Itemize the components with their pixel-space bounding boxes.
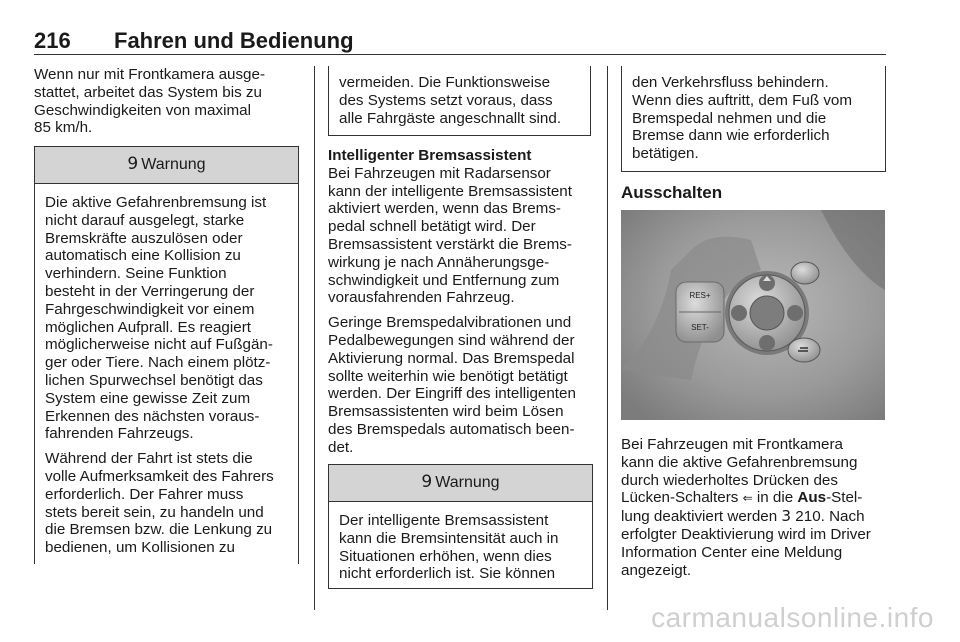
text-line: des Bremspedals automatisch been-	[328, 420, 575, 438]
warning-icon: 9	[421, 472, 433, 493]
text-line: stets bereit sein, zu handeln und	[45, 503, 264, 521]
text-line: erforderlich. Der Fahrer muss	[45, 485, 244, 503]
text-line: Geringe Bremspedalvibrationen und	[328, 314, 572, 332]
text-line: sollte weiterhin wie benötigt betätigt	[328, 367, 568, 385]
warning-icon: 9	[127, 154, 139, 175]
text-line: System eine gewisse Zeit zum	[45, 389, 251, 407]
text-line: automatisch eine Kollision zu	[45, 247, 241, 265]
warning-paragraph-1	[45, 194, 288, 443]
warning-box-1	[34, 146, 299, 564]
text-line: det.	[328, 438, 354, 456]
column-3-text	[621, 436, 887, 579]
text-line: besteht in der Verringerung der	[45, 282, 255, 300]
text-line: Wenn nur mit Frontkamera ausge-	[34, 66, 266, 83]
text-line: erfolgter Deaktivierung wird im Driver	[621, 525, 871, 543]
text-segment: Lücken-Schalters	[621, 489, 743, 507]
text-line: aktiviert werden, wenn das Brems-	[328, 200, 561, 218]
text-line: alle Fahrgäste angeschnallt sind.	[339, 109, 562, 127]
text-line: bedienen, um Kollisionen zu	[45, 539, 235, 557]
text-line: Bremspedal nehmen und die	[632, 109, 827, 127]
text-line: Während der Fahrt ist stets die	[45, 450, 253, 468]
section-heading-brake-assist: Intelligenter Bremsassistent	[328, 147, 532, 164]
warning-header	[329, 464, 592, 502]
res-set-rocker	[676, 282, 724, 342]
text-segment: -Stel-	[826, 489, 863, 507]
text-line: fahrenden Fahrzeugs.	[45, 425, 194, 443]
page-title: Fahren und Bedienung	[114, 28, 354, 53]
intro-paragraph	[34, 66, 296, 137]
text-line: des Systems setzt voraus, dass	[339, 91, 553, 109]
paragraph-ausschalten	[621, 436, 887, 579]
warning-continuation-box	[328, 66, 591, 136]
res-label: RES+	[689, 291, 711, 300]
text-line: nicht darauf ausgelegt, starke	[45, 211, 245, 229]
steering-wheel-controls-image	[621, 210, 885, 420]
column-1-intro	[34, 66, 296, 137]
warning-body	[35, 184, 298, 565]
text-line: Pedalbewegungen sind während der	[328, 331, 575, 349]
text-line: betätigen.	[632, 145, 699, 163]
text-line: ger oder Tiere. Nach einem plötz-	[45, 354, 271, 372]
column-divider	[314, 66, 315, 610]
text-line: kann die Bremsintensität auch in	[339, 529, 559, 547]
warning-header	[35, 146, 298, 184]
text-line: Bei Fahrzeugen mit Radarsensor	[328, 164, 551, 182]
text-line: kann die aktive Gefahrenbremsung	[621, 453, 858, 471]
warning-body	[329, 502, 592, 591]
page-reference-icon: 3	[781, 507, 792, 526]
warning-title: Warnung	[141, 156, 206, 174]
text-line: Fahrgeschwindigkeit vor einem	[45, 300, 255, 318]
paragraph-brake-assist-1	[328, 165, 590, 307]
text-line: Bremse dann wie erforderlich	[632, 127, 830, 145]
column-divider	[607, 66, 608, 610]
column-2-text	[328, 147, 590, 457]
text-line: nicht erforderlich ist. Sie können	[339, 565, 556, 583]
text-line: stattet, arbeitet das System bis zu	[34, 83, 262, 101]
text-line: Der intelligente Bremsassistent	[339, 512, 549, 529]
page-reference-link[interactable]: 210. Nach	[791, 508, 865, 526]
text-line: kann der intelligente Bremsassistent	[328, 182, 572, 200]
page-header	[34, 28, 886, 55]
text-line: möglichen Aufprall. Es reagiert	[45, 318, 251, 336]
text-line: vorausfahrenden Fahrzeug.	[328, 289, 515, 307]
section-heading-ausschalten: Ausschalten	[621, 183, 723, 202]
text-line: Situationen erhöhen, wenn dies	[339, 547, 552, 565]
text-bold-aus: Aus	[797, 489, 827, 507]
text-line: durch wiederholtes Drücken des	[621, 471, 838, 489]
text-line: möglicherweise nicht auf Fußgän-	[45, 336, 273, 354]
paragraph-brake-assist-2	[328, 314, 590, 456]
text-line: Bremsassistent verstärkt die Brems-	[328, 235, 572, 253]
watermark: carmanualsonline.info	[651, 602, 934, 633]
text-line: Die aktive Gefahrenbremsung ist	[45, 194, 267, 211]
text-line: Information Center eine Meldung	[621, 543, 843, 561]
text-line: schwindigkeit und Entfernung zum	[328, 271, 560, 289]
text-line: Bremsassistenten wird beim Lösen	[328, 403, 564, 421]
text-line: 85 km/h.	[34, 119, 93, 137]
text-line: Aktivierung normal. Das Bremspedal	[328, 349, 575, 367]
set-label: SET-	[691, 323, 709, 332]
page-number: 216	[34, 28, 71, 53]
text-line: den Verkehrsfluss behindern.	[632, 74, 829, 91]
warning-title: Warnung	[435, 474, 500, 492]
warning-paragraph	[339, 512, 582, 583]
text-line: Bremskräfte auszulösen oder	[45, 229, 243, 247]
text-segment: in die	[752, 489, 798, 507]
text-line: verhindern. Seine Funktion	[45, 265, 227, 283]
text-line: angezeigt.	[621, 561, 692, 579]
text-line: Bei Fahrzeugen mit Frontkamera	[621, 436, 843, 453]
text-line: werden. Der Eingriff des intelligenten	[328, 385, 576, 403]
text-line: Geschwindigkeiten von maximal	[34, 101, 251, 119]
text-segment: lung deaktiviert werden	[621, 508, 782, 526]
text-line: lichen Spurwechsel benötigt das	[45, 371, 263, 389]
text-line: vermeiden. Die Funktionsweise	[339, 74, 551, 91]
text-line: wirkung je nach Annäherungsge-	[328, 253, 550, 271]
text-line: die Bremsen bzw. die Lenkung zu	[45, 521, 273, 539]
gap-switch-icon: ⇐	[742, 491, 753, 506]
text-line: Wenn dies auftritt, dem Fuß vom	[632, 91, 853, 109]
text-line: pedal schnell betätigt wird. Der	[328, 218, 536, 236]
text-line: Erkennen des nächsten voraus-	[45, 407, 260, 425]
warning-box-2	[328, 464, 593, 589]
text-line: volle Aufmerksamkeit des Fahrers	[45, 467, 274, 485]
warning-paragraph-2	[45, 450, 288, 557]
warning-continuation-box	[621, 66, 886, 172]
